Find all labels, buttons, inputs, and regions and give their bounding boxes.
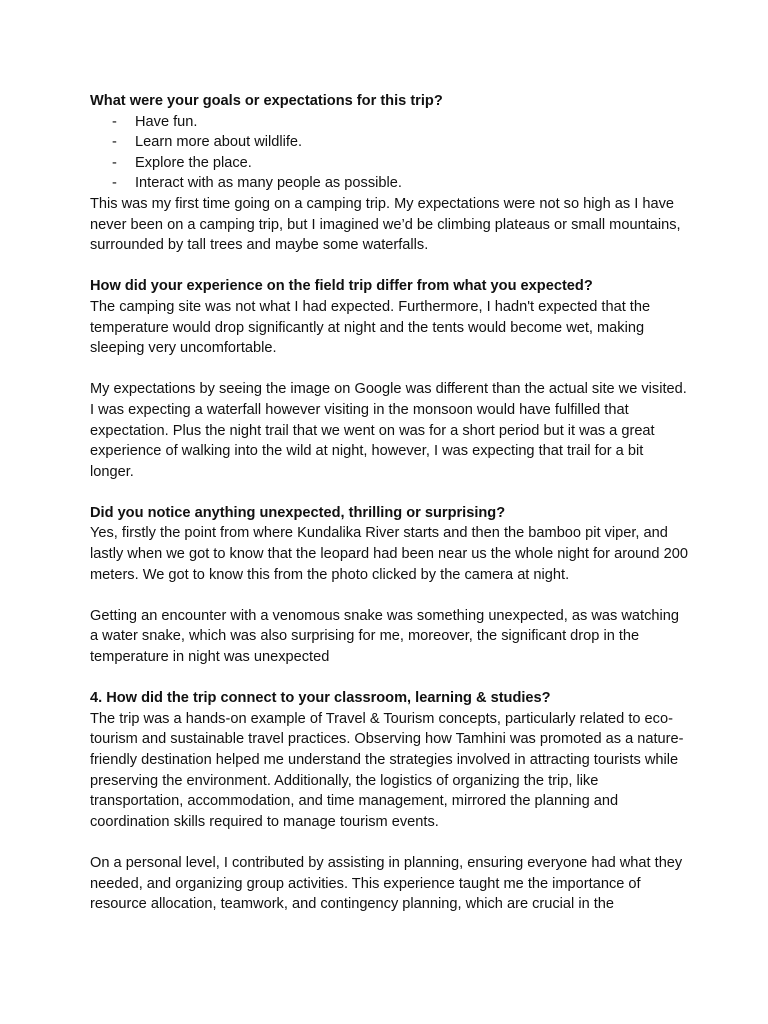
list-item: [90, 132, 690, 153]
blank-line: [90, 585, 690, 606]
paragraph: Getting an encounter with a venomous snake was something unexpected, as was watching a water snake, which was also surprising for me, moreover, the significant drop in the temperature in night was unexpected: [90, 607, 679, 666]
list-item-text: Learn more about wildlife.: [135, 134, 303, 151]
blank-line: [90, 359, 690, 380]
document-page: [90, 91, 690, 915]
blank-line: [90, 256, 690, 277]
goals-list: [90, 112, 690, 194]
blank-line: [90, 482, 690, 503]
paragraph: My expectations by seeing the image on Google was different than the actual site we visited. I was expecting a waterfall however visiting in the monsoon would have fulfilled that expectation. Plus the night trail that we went on was for a short period but it was a great experience of walking into the wild at night, however, I was expecting that trail for a bit longer.: [90, 381, 687, 480]
list-item: [90, 112, 690, 133]
paragraph: On a personal level, I contributed by assisting in planning, ensuring everyone had what they needed, and organizing group activities. This experience taught me the importance of resource allocation, teamwork, and contingency planning, which are crucial in the: [90, 854, 683, 913]
section-heading: 4. How did the trip connect to your classroom, learning & studies?: [90, 690, 551, 707]
list-item-text: Have fun.: [135, 113, 198, 130]
paragraph: This was my first time going on a camping trip. My expectations were not so high as I have never been on a camping trip, but I imagined we’d be climbing plateaus or small mountains, surrounded by tall trees and maybe some waterfalls.: [90, 195, 681, 254]
section-heading: Did you notice anything unexpected, thrilling or surprising?: [90, 504, 506, 521]
bullet-mark: -: [112, 113, 117, 130]
paragraph: Yes, firstly the point from where Kundalika River starts and then the bamboo pit viper, and lastly when we got to know that the leopard had been near us the whole night for around 200 meters. We got to know this from the photo clicked by the camera at night.: [90, 525, 688, 583]
list-item-text: Interact with as many people as possible.: [135, 175, 402, 192]
bullet-mark: -: [112, 154, 117, 171]
blank-line: [90, 668, 690, 689]
paragraph: The camping site was not what I had expected. Furthermore, I hadn't expected that the temperature would drop significantly at night and the tents would become wet, making sleeping very uncomfortable.: [90, 298, 651, 357]
section-heading: How did your experience on the field trip differ from what you expected?: [90, 278, 593, 295]
section-heading: What were your goals or expectations for this trip?: [90, 93, 443, 109]
list-item: [90, 173, 690, 194]
bullet-mark: -: [112, 134, 117, 151]
list-item-text: Explore the place.: [135, 154, 252, 171]
paragraph: The trip was a hands-on example of Travel & Tourism concepts, particularly related to eco-tourism and sustainable travel practices. Observing how Tamhini was promoted as a nature-friendly destination helped me understand the strategies involved in attracting tourists while preserving the environment. Additionally, the logistics of organizing the trip, like transportation, accommodation, and time management, mirrored the planning and coordination skills required to manage tourism events.: [90, 710, 684, 830]
bullet-mark: -: [112, 175, 117, 192]
blank-line: [90, 832, 690, 853]
list-item: [90, 153, 690, 174]
